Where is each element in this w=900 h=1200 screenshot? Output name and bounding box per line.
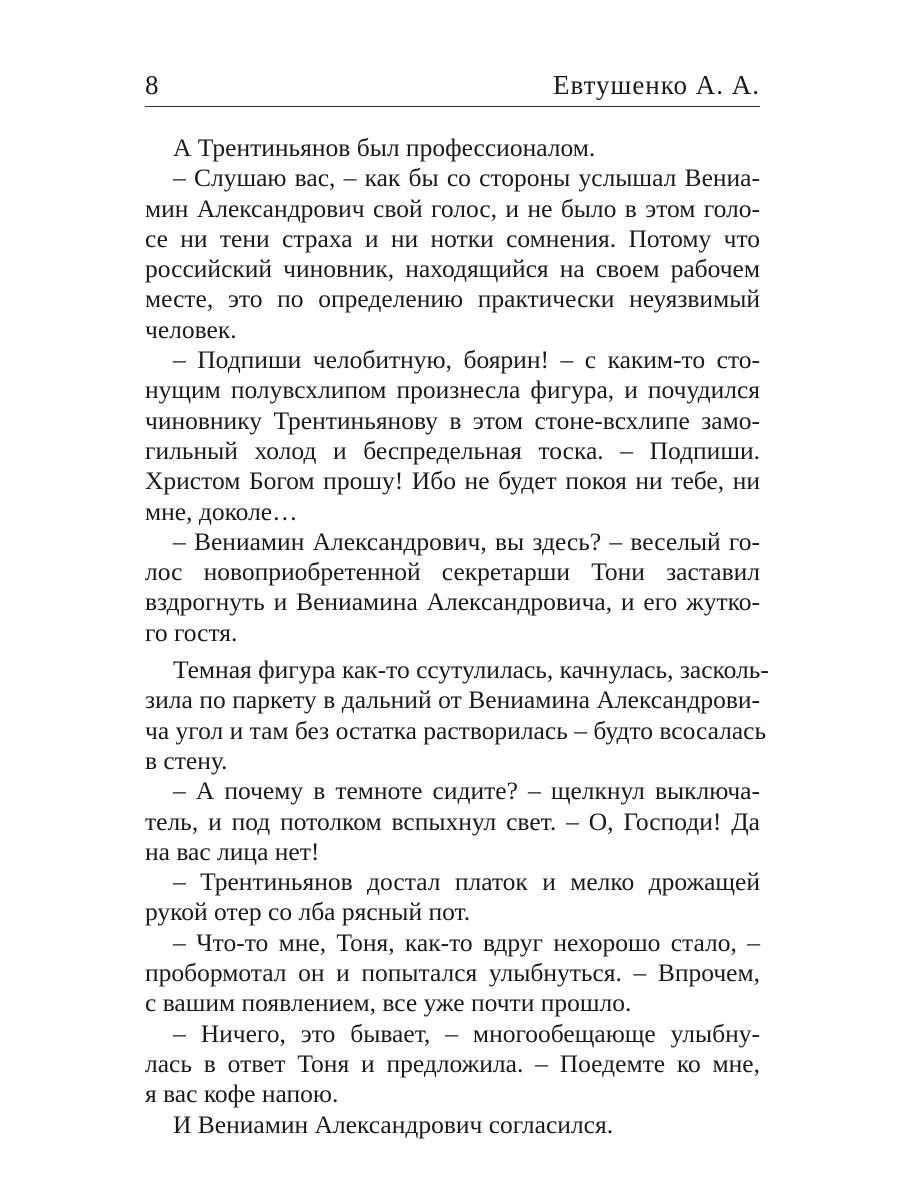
text-line: – Подпиши челобитную, боярин! – с каким-то сто- xyxy=(173,345,760,375)
text-line: лос новоприобретенной секретарши Тони заставил xyxy=(145,557,760,587)
text-line: Темная фигура как-то ссутулилась, качнулась, засколь- xyxy=(173,655,769,685)
text-line: российский чиновник, находящийся на своем рабочем xyxy=(145,254,760,284)
text-line: А Трентиньянов был профессионалом. xyxy=(173,133,596,162)
text-line: гильный холод и беспредельная тоска. – Подпиши. xyxy=(145,435,760,465)
text-line: на вас лица нет! xyxy=(145,836,320,866)
text-line: се ни тени страха и ни нотки сомнения. Потому что xyxy=(145,223,760,253)
text-line: я вас кофе напою. xyxy=(145,1079,339,1109)
text-line: тель, и под потолком вспыхнул свет. – О, Господи! Да xyxy=(145,806,760,836)
text-line: месте, это по определению практически неуязвимый xyxy=(145,284,760,314)
text-line: вздрогнуть и Вениамина Александровича, и его жутко- xyxy=(145,587,760,617)
text-line: лась в ответ Тоня и предложила. – Поедемте ко мне, xyxy=(145,1048,760,1078)
text-line: чиновнику Трентиньянову в этом стоне-всхлипе замо- xyxy=(145,405,760,435)
text-line: нущим полувсхлипом произнесла фигура, и почудился xyxy=(145,375,760,405)
text-line: мне, доколе… xyxy=(145,496,298,526)
text-line: в стену. xyxy=(145,745,228,775)
text-line: мин Александрович свой голос, и не было в этом голо- xyxy=(145,193,760,223)
text-line: го гостя. xyxy=(145,617,238,647)
text-line: зила по паркету в дальний от Вениамина Александрови- xyxy=(145,685,760,715)
text-line: – Ничего, это бывает, – многообещающе улыбну- xyxy=(173,1018,760,1048)
running-head-author: Евтушенко А. А. xyxy=(553,70,760,100)
page-number: 8 xyxy=(145,70,159,100)
text-line: рукой отер со лба рясный пот. xyxy=(145,897,471,927)
text-line: – А почему в темноте сидите? – щелкнул выключа- xyxy=(173,776,760,806)
text-line: ча угол и там без остатка растворилась – будто всосалась xyxy=(145,715,767,745)
text-line: человек. xyxy=(145,314,237,344)
text-line: Христом Богом прошу! Ибо не будет покоя ни тебе, ни xyxy=(145,466,760,496)
text-line: – Что-то мне, Тоня, как-то вдруг нехорошо стало, – xyxy=(173,927,760,957)
text-line: – Трентиньянов достал платок и мелко дрожащей xyxy=(173,867,760,897)
text-line: – Вениамин Александрович, вы здесь? – веселый го- xyxy=(173,526,760,556)
body-text xyxy=(145,133,769,1140)
text-line: с вашим появлением, все уже почти прошло. xyxy=(145,988,632,1018)
text-line: пробормотал он и попытался улыбнуться. – Впрочем, xyxy=(145,958,760,988)
text-line: – Слушаю вас, – как бы со стороны услышал Вениа- xyxy=(173,163,760,193)
text-line: И Вениамин Александрович согласился. xyxy=(173,1109,614,1139)
running-head xyxy=(145,66,760,107)
